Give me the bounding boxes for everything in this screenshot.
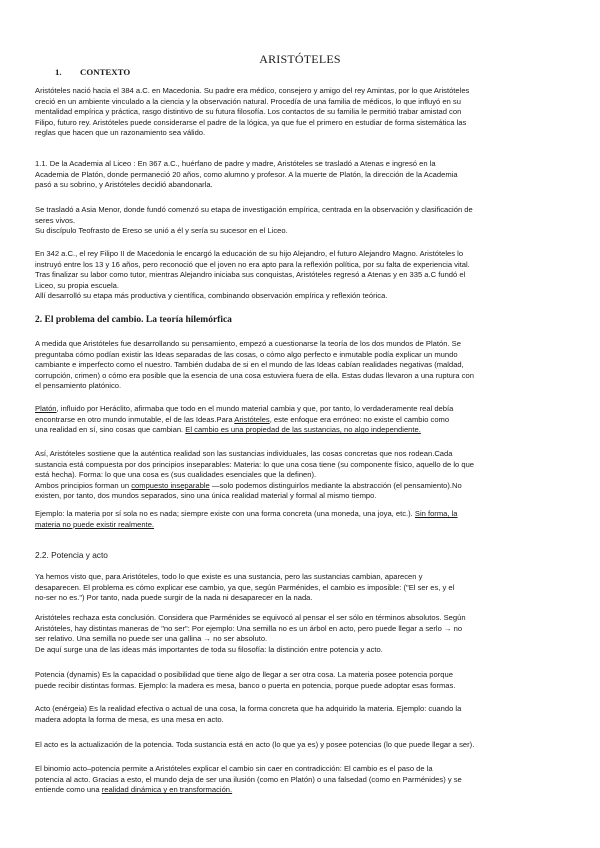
paragraph-potencia: Potencia (dynamis) Es la capacidad o posibilidad que tiene algo de llegar a ser otra cosa. La materia posee potencia porque puede recibir distintas formas. Ejemplo: la madera es mesa, banco o puerta en potencia, porque puede adoptar esas formas. [35,670,456,690]
section-1-number: 1. [55,67,62,77]
section-1-heading [55,67,130,77]
paragraph-ejemplo-materia: Ejemplo: la materia por sí sola no es nada; siempre existe con una forma concreta (una moneda, una joya, etc.). Sin forma, la materia no puede existir realmente. [35,509,458,529]
paragraph-platon: Platón, influido por Heráclito, afirmaba que todo en el mundo material cambia y que, por tanto, lo verdaderamente real debía encontrarse en otro mundo inmutable, el de las Ideas.Para Aristóteles, este enfoque era erróneo: no existe el cambio como una realidad en sí, sino cosas que cambian. El cambio es una propiedad de las sustancias, no algo independiente. [35,404,454,435]
paragraph-sustancia: Así, Aristóteles sostiene que la auténtica realidad son las sustancias individuales, las cosas concretas que nos rodean.Cada sustancia está compuesta por dos principios inseparables: Materia: lo que una cosa tiene (su componente físico, aquello de lo que está hecha). Forma: lo que una cosa es (sus cualidades esenciales que la definen). Ambos principios forman un compuesto inseparable —solo podemos distinguirlos mediante la abstracción (el pensamiento).No existen, por tanto, dos mundos separados, sino una única realidad material y formal al mismo tiempo. [35,449,475,501]
paragraph-actualizacion: El acto es la actualización de la potencia. Toda sustancia está en acto (lo que ya es) y posee potencias (lo que puede llegar a ser). [35,740,475,749]
paragraph-asia-menor: Se trasladó a Asia Menor, donde fundó comenzó su etapa de investigación empírica, centrada en la observación y clasificación de seres vivos. Su discípulo Teofrasto de Ereso se unió a él y sería su sucesor en el Liceo. [35,205,473,236]
section-2-2-heading: 2.2. Potencia y acto [35,550,108,560]
paragraph-academia: 1.1. De la Academia al Liceo : En 367 a.C., huérfano de padre y madre, Aristóteles se trasladó a Atenas e ingresó en la Academia de Platón, donde permaneció 20 años, como alumno y profesor. A la muerte de Platón, la dirección de la Academia pasó a su sobrino, y Aristóteles decidió abandonarla. [35,159,458,190]
underline-compuesto: compuesto inseparable [131,480,210,490]
paragraph-rechaza: Aristóteles rechaza esta conclusión. Considera que Parménides se equivocó al pensar el ser sólo en términos absolutos. Según Aristóteles, hay distintas maneras de "no ser": Por ejemplo: Una semilla no es un árbol en acto, pero puede llegar a serlo → no ser relativo. Una semilla no puede ser una gallina → no ser absoluto. De aquí surge una de las ideas más importantes de toda su filosofía: la distinción entre potencia y acto. [35,613,466,654]
paragraph-binomio: El binomio acto–potencia permite a Aristóteles explicar el cambio sin caer en contradicción: El cambio es el paso de la potencia al acto. Gracias a esto, el mundo deja de ser una ilusión (como en Platón) o una falsedad (como en Parménides) y se entiende como una realidad dinámica y en transformación. [35,764,462,795]
underline-realidad-dinamica: realidad dinámica y en transformación. [101,785,233,795]
underline-sin-forma: Sin forma, la [414,509,458,518]
underline-platon: Platón [35,404,57,413]
paragraph-filipo: En 342 a.C., el rey Filipo II de Macedonia le encargó la educación de su hijo Alejandro, el futuro Alejandro Magno. Aristóteles lo instruyó entre los 13 y 16 años, pero reconoció que el joven no era apto para la reflexión política, por su falta de experiencia vital. Tras finalizar su labor como tutor, mientras Alejandro iniciaba sus conquistas, Aristóteles regresó a Atenas y en 335 a.C fundó el Liceo, su propia escuela. Allí desarrolló su etapa más productiva y científica, combinando observación empírica y reflexión teórica. [35,249,470,301]
section-2-heading: 2. El problema del cambio. La teoría hilemórfica [35,315,232,325]
document-title: ARISTÓTELES [259,52,341,66]
section-1-title: CONTEXTO [80,67,131,77]
paragraph-acto: Acto (enérgeia) Es la realidad efectiva o actual de una cosa, la forma concreta que ha adquirido la materia. Ejemplo: cuando la madera adopta la forma de mesa, es una mesa en acto. [35,704,462,724]
paragraph-intro: Aristóteles nació hacia el 384 a.C. en Macedonia. Su padre era médico, consejero y amigo del rey Amintas, por lo que Aristóteles creció en un ambiente vinculado a la ciencia y la observación natural. Procedía de una familia de médicos, lo que influyó en su mentalidad empírica y práctica, rasgo distintivo de su futura filosofía. Los contactos de su familia le permitió trabar amistad con Filipo, futuro rey. Aristóteles puede considerarse el padre de la lógica, ya que fue el primero en estudiar de forma sistemática las reglas que hacen que un razonamiento sea válido. [35,86,470,138]
underline-cambio-propiedad: El cambio es una propiedad de las sustancias, no algo independiente. [185,425,421,435]
paragraph-problema-cambio: A medida que Aristóteles fue desarrollando su pensamiento, empezó a cuestionarse la teoría de los dos mundos de Platón. Se preguntaba cómo podían existir las Ideas separadas de las cosas, o cómo algo perfecto e inmutable podía explicar un mundo cambiante e imperfecto como el nuestro. También dudaba de si en el mundo de las Ideas cabían realidades negativas (maldad, corrupción, crimen) o cómo era posible que la esencia de una cosa estuviera fuera de ella. Estas dudas llevaron a una ruptura con el pensamiento platónico. [35,339,475,391]
underline-materia-no-puede: materia no puede existir realmente. [35,519,155,529]
paragraph-parmenides: Ya hemos visto que, para Aristóteles, todo lo que existe es una sustancia, pero las sustancias cambian, aparecen y desaparecen. El problema es cómo explicar ese cambio, ya que, según Parménides, el cambio es imposible: ("El ser es, y el no-ser no es.") Por tanto, nada puede surgir de la nada ni desaparecer en la nada. [35,572,455,603]
underline-aristoteles: Aristóteles [234,414,270,424]
